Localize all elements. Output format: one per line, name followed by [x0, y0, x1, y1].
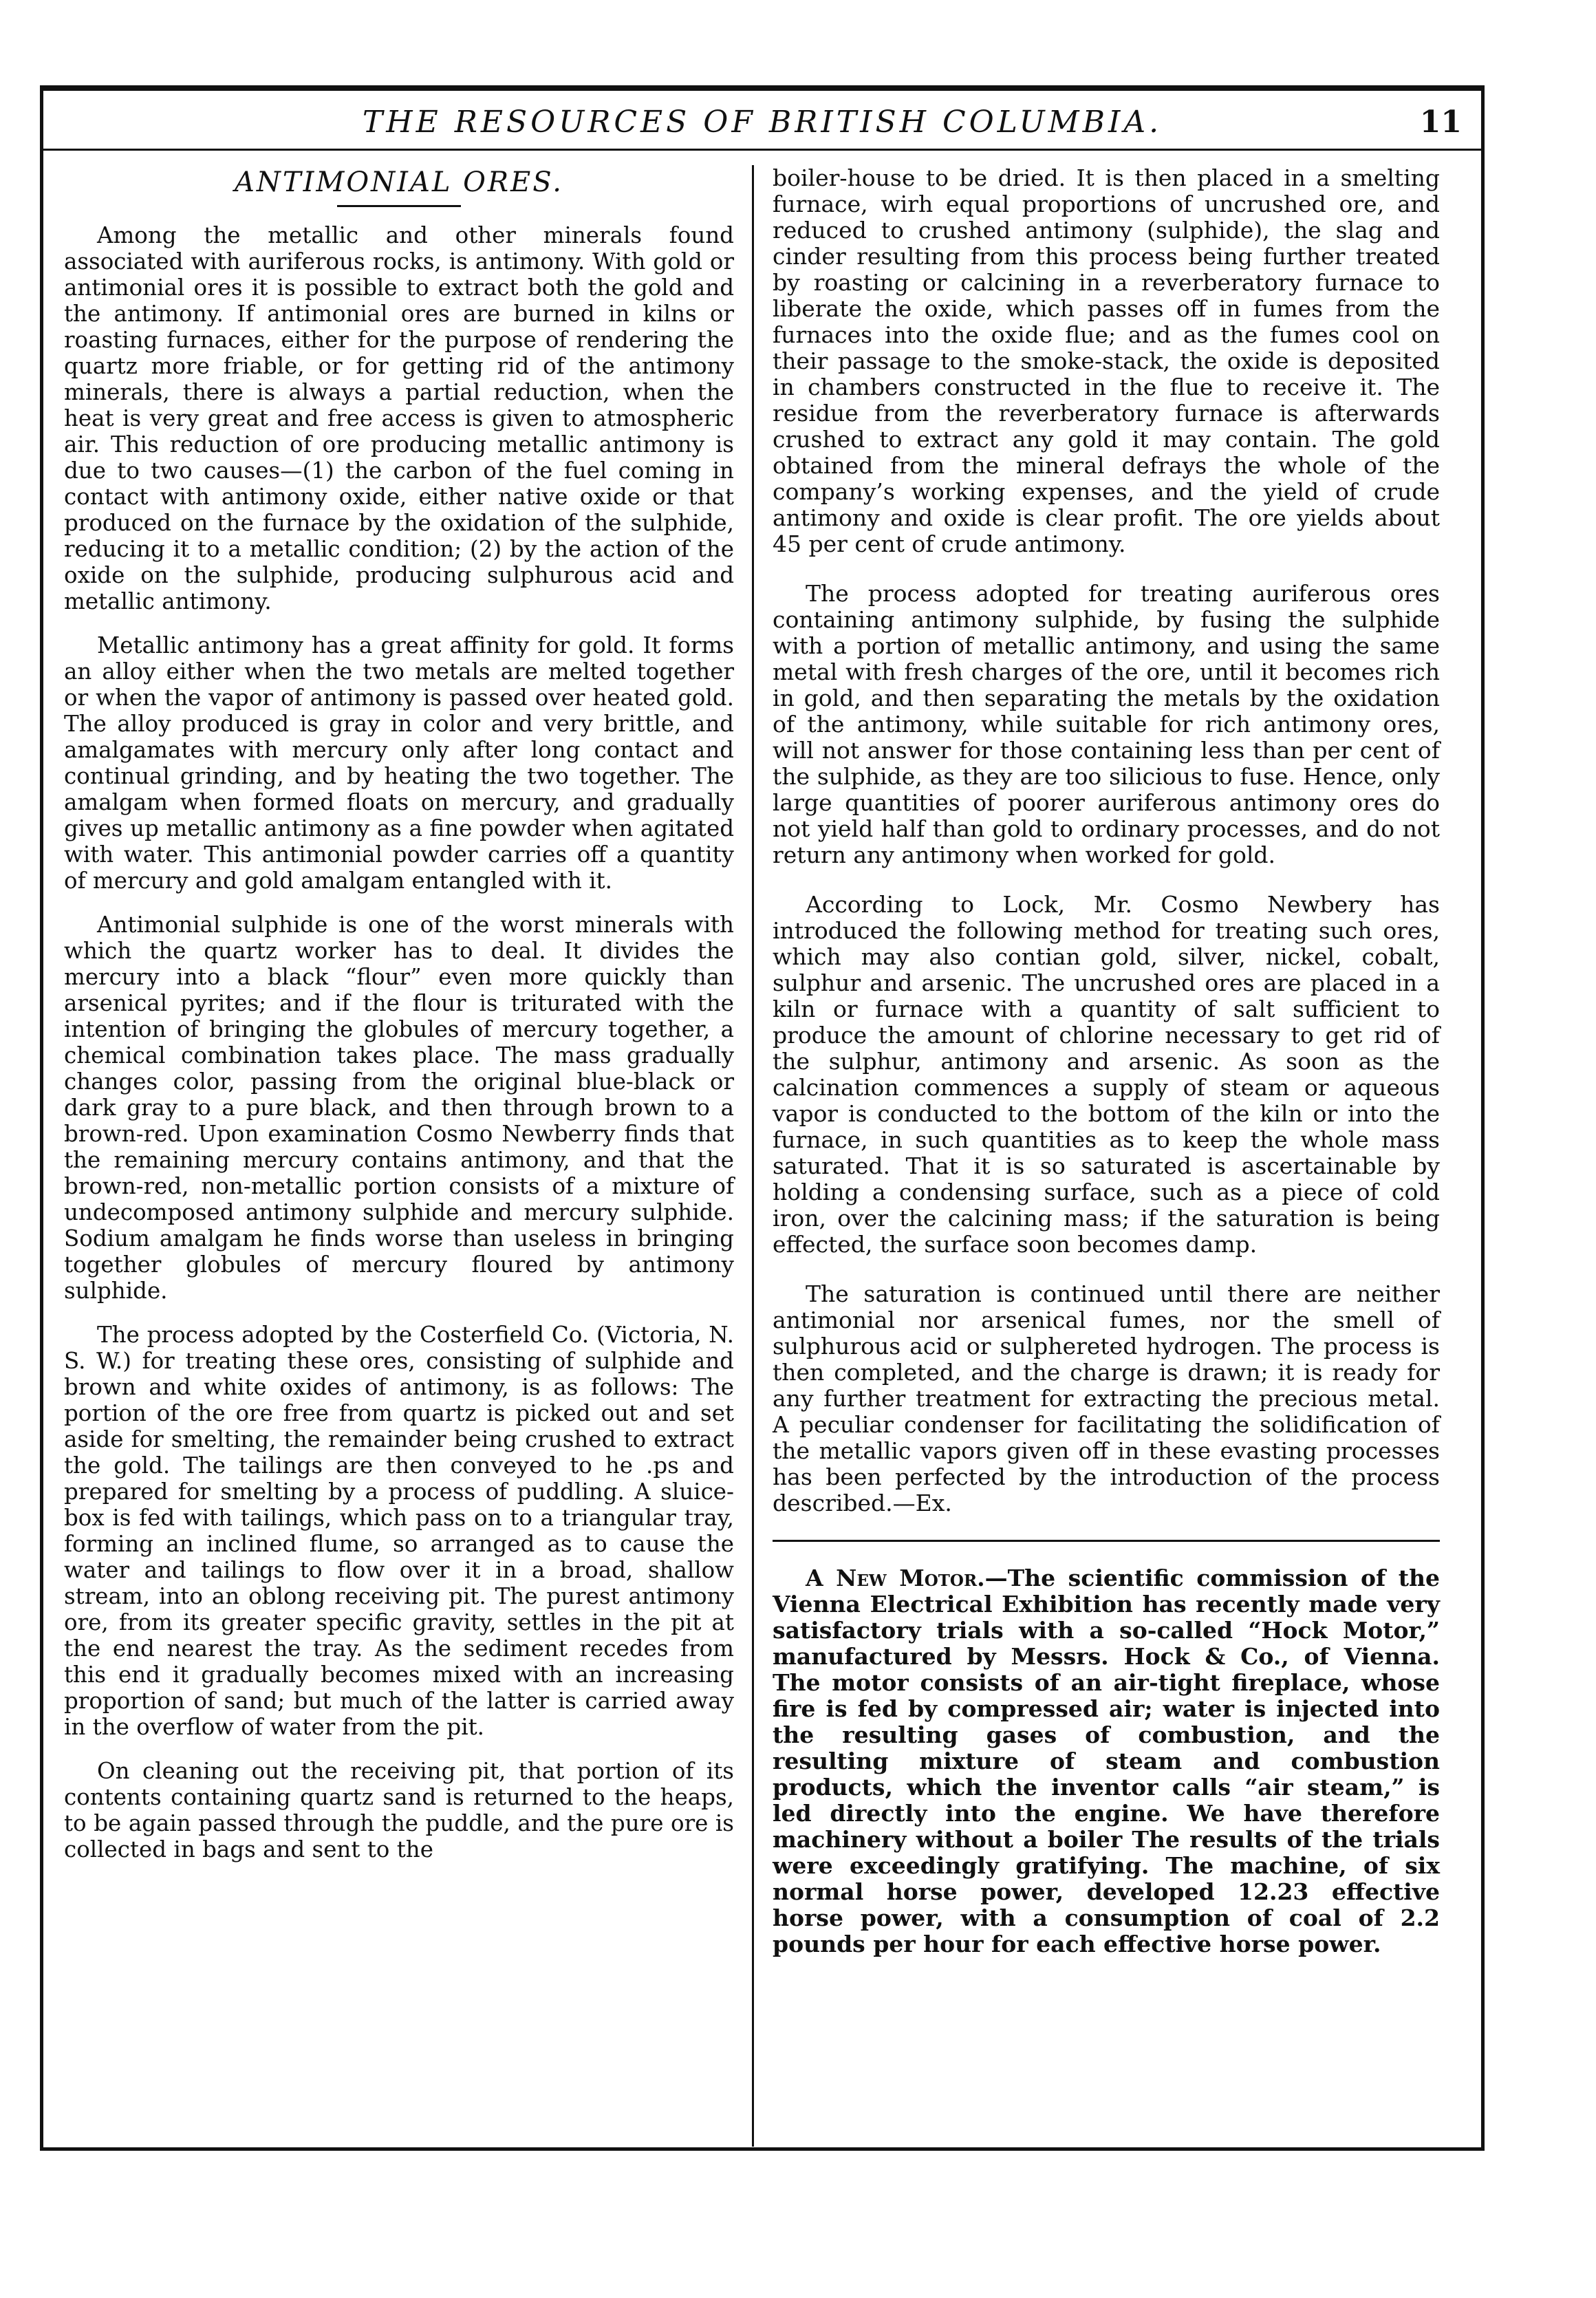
paragraph: The process adopted by the Costerfield Co. (Victoria, N. S. W.) for treating these ores, consisting of sulphide and brown and white oxides of antimony, is as follows: The portion of the ore free from quartz is picked out and set aside for smelting, the remainder being crushed to extract the gold. The tailings are then conveyed to he .ps and prepared for smelting by a process of puddling. A sluice-box is fed with tailings, which pass on to a triangular tray, forming an inclined flume, so arranged as to cause the water and tailings to flow over it in a broad, shallow stream, into an oblong receiving pit. The purest antimony ore, from its greater specific gravity, settles in the pit at the end nearest the tray. As the sediment recedes from this end it gradually becomes mixed with an increasing proportion of sand; but much of the latter is carried away in the overflow of water from the pit. — [64, 1322, 734, 1740]
running-title: THE RESOURCES OF BRITISH COLUMBIA. — [362, 105, 1163, 140]
column-divider — [752, 165, 754, 2147]
paragraph: The process adopted for treating auriferous ores containing antimony sulphide, by fusing the sulphide with a portion of metallic antimony, and using the same metal with fresh charges of the ore, until it becomes rich in gold, and then separating the metals by the oxidation of the antimony, while suitable for rich antimony ores, will not answer for those containing less than per cent of the sulphide, as they are too silicious to fuse. Hence, only large quantities of poorer auriferous antimony ores do not yield half than gold to ordinary processes, and do not return any antimony when worked for gold. — [773, 580, 1440, 868]
paragraph — [773, 1565, 1440, 1957]
title-rule — [337, 205, 461, 207]
paragraph: According to Lock, Mr. Cosmo Newbery has introduced the following method for treating such ores, which may also contian gold, silver, nickel, cobalt, sulphur and arsenic. The uncrushed ores are placed in a kiln or furnace with a quantity of salt sufficient to produce the amount of chlorine necessary to get rid of the sulphur, antimony and arsenic. As soon as the calcination commences a supply of steam or aqueous vapor is conducted to the bottom of the kiln or into the furnace, in such quantities as to keep the whole mass saturated. That it is so saturated is ascertainable by holding a condensing surface, such as a piece of cold iron, over the calcining mass; if the saturation is being effected, the surface soon becomes damp. — [773, 891, 1440, 1258]
article-text: —The scientific commission of the Vienna Electrical Exhibition has recently made very satisfactory trials with a so-called “Hock Motor,” manufactured by Messrs. Hock & Co., of Vienna. The motor consists of an air-tight fireplace, whose fire is fed by compressed air; water is injected into the resulting gases of combustion, and the resulting mixture of steam and combustion products, which the inventor calls “air steam,” is led directly into the engine. We have therefore machinery without a boiler The results of the trials were exceedingly gratifying. The machine, of six normal horse power, developed 12.23 effective horse power, with a consumption of coal of 2.2 pounds per hour for each effective horse power. — [773, 1565, 1440, 1957]
page-header — [43, 99, 1481, 151]
section-title: ANTIMONIAL ORES. — [235, 167, 563, 198]
paragraph: Metallic antimony has a great affinity for gold. It forms an alloy either when the two metals are melted together or when the vapor of antimony is passed over heated gold. The alloy produced is gray in color and very brittle, and amalgamates with mercury only after long contact and continual grinding, and by heating the two together. The amalgam when formed floats on mercury, and gradually gives up metallic antimony as a fine powder when agitated with water. This antimonial powder carries off a quantity of mercury and gold amalgam entangled with it. — [64, 632, 734, 894]
paragraph-continued: boiler-house to be dried. It is then placed in a smelting furnace, wirh equal proportions of uncrushed ore, and reduced to crushed antimony (sulphide), the slag and cinder resulting from this process being further treated by roasting or calcining in a reverberatory furnace to liberate the oxide, which passes off in fumes from the furnaces into the oxide flue; and as the fumes cool on their passage to the smoke-stack, the oxide is deposited in chambers constructed in the flue to receive it. The residue from the reverberatory furnace is afterwards crushed to extract any gold it may contain. The gold obtained from the mineral defrays the whole of the company’s working expenses, and the yield of crude antimony and oxide is clear profit. The ore yields about 45 per cent of crude antimony. — [773, 165, 1440, 557]
article-lead: A New Motor. — [806, 1565, 985, 1591]
new-motor-article — [773, 1565, 1440, 1957]
paragraph: The saturation is continued until there are neither antimonial nor arsenical fumes, nor the smell of sulphurous acid or sulphereted hydrogen. The process is then completed, and the charge is drawn; it is ready for any further treatment for extracting the precious metal. A peculiar condenser for facilitating the solidification of the metallic vapors given off in these evasting processes has been perfected by the introduction of the process described.—Ex. — [773, 1280, 1440, 1516]
left-column — [50, 165, 744, 2147]
paragraph: On cleaning out the receiving pit, that portion of its contents containing quartz sand is returned to the heaps, to be again passed through the puddle, and the pure ore is collected in bags and sent to the — [64, 1758, 734, 1862]
paragraph: Antimonial sulphide is one of the worst minerals with which the quartz worker has to deal. It divides the mercury into a black “flour” even more quickly than arsenical pyrites; and if the flour is triturated with the intention of bringing the globules of mercury together, a chemical combination takes place. The mass gradually changes color, passing from the original blue-black or dark gray to a pure black, and then through brown to a brown-red. Upon examination Cosmo Newberry finds that the remaining mercury contains antimony, and that the brown-red, non-metallic portion consists of a mixture of undecomposed antimony sulphide and mercury sulphide. Sodium amalgam he finds worse than useless in bringing together globules of mercury floured by antimony sulphide. — [64, 912, 734, 1304]
paragraph: Among the metallic and other minerals found associated with auriferous rocks, is antimony. With gold or antimonial ores it is possible to extract both the gold and the antimony. If antimonial ores are burned in kilns or roasting furnaces, either for the purpose of rendering the quartz more friable, or for getting rid of the antimony minerals, there is always a partial reduction, when the heat is very great and free access is given to atmospheric air. This reduction of ore producing metallic antimony is due to two causes—(1) the carbon of the fuel coming in contact with antimony oxide, either native oxide or that produced on the furnace by the oxidation of the sulphide, reducing it to a metallic condition; (2) by the action of the oxide on the sulphide, producing sulphurous acid and metallic antimony. — [64, 222, 734, 614]
right-column — [760, 165, 1454, 2147]
section-divider — [773, 1540, 1440, 1542]
page-number: 11 — [1419, 105, 1462, 140]
page-frame — [40, 85, 1485, 2151]
